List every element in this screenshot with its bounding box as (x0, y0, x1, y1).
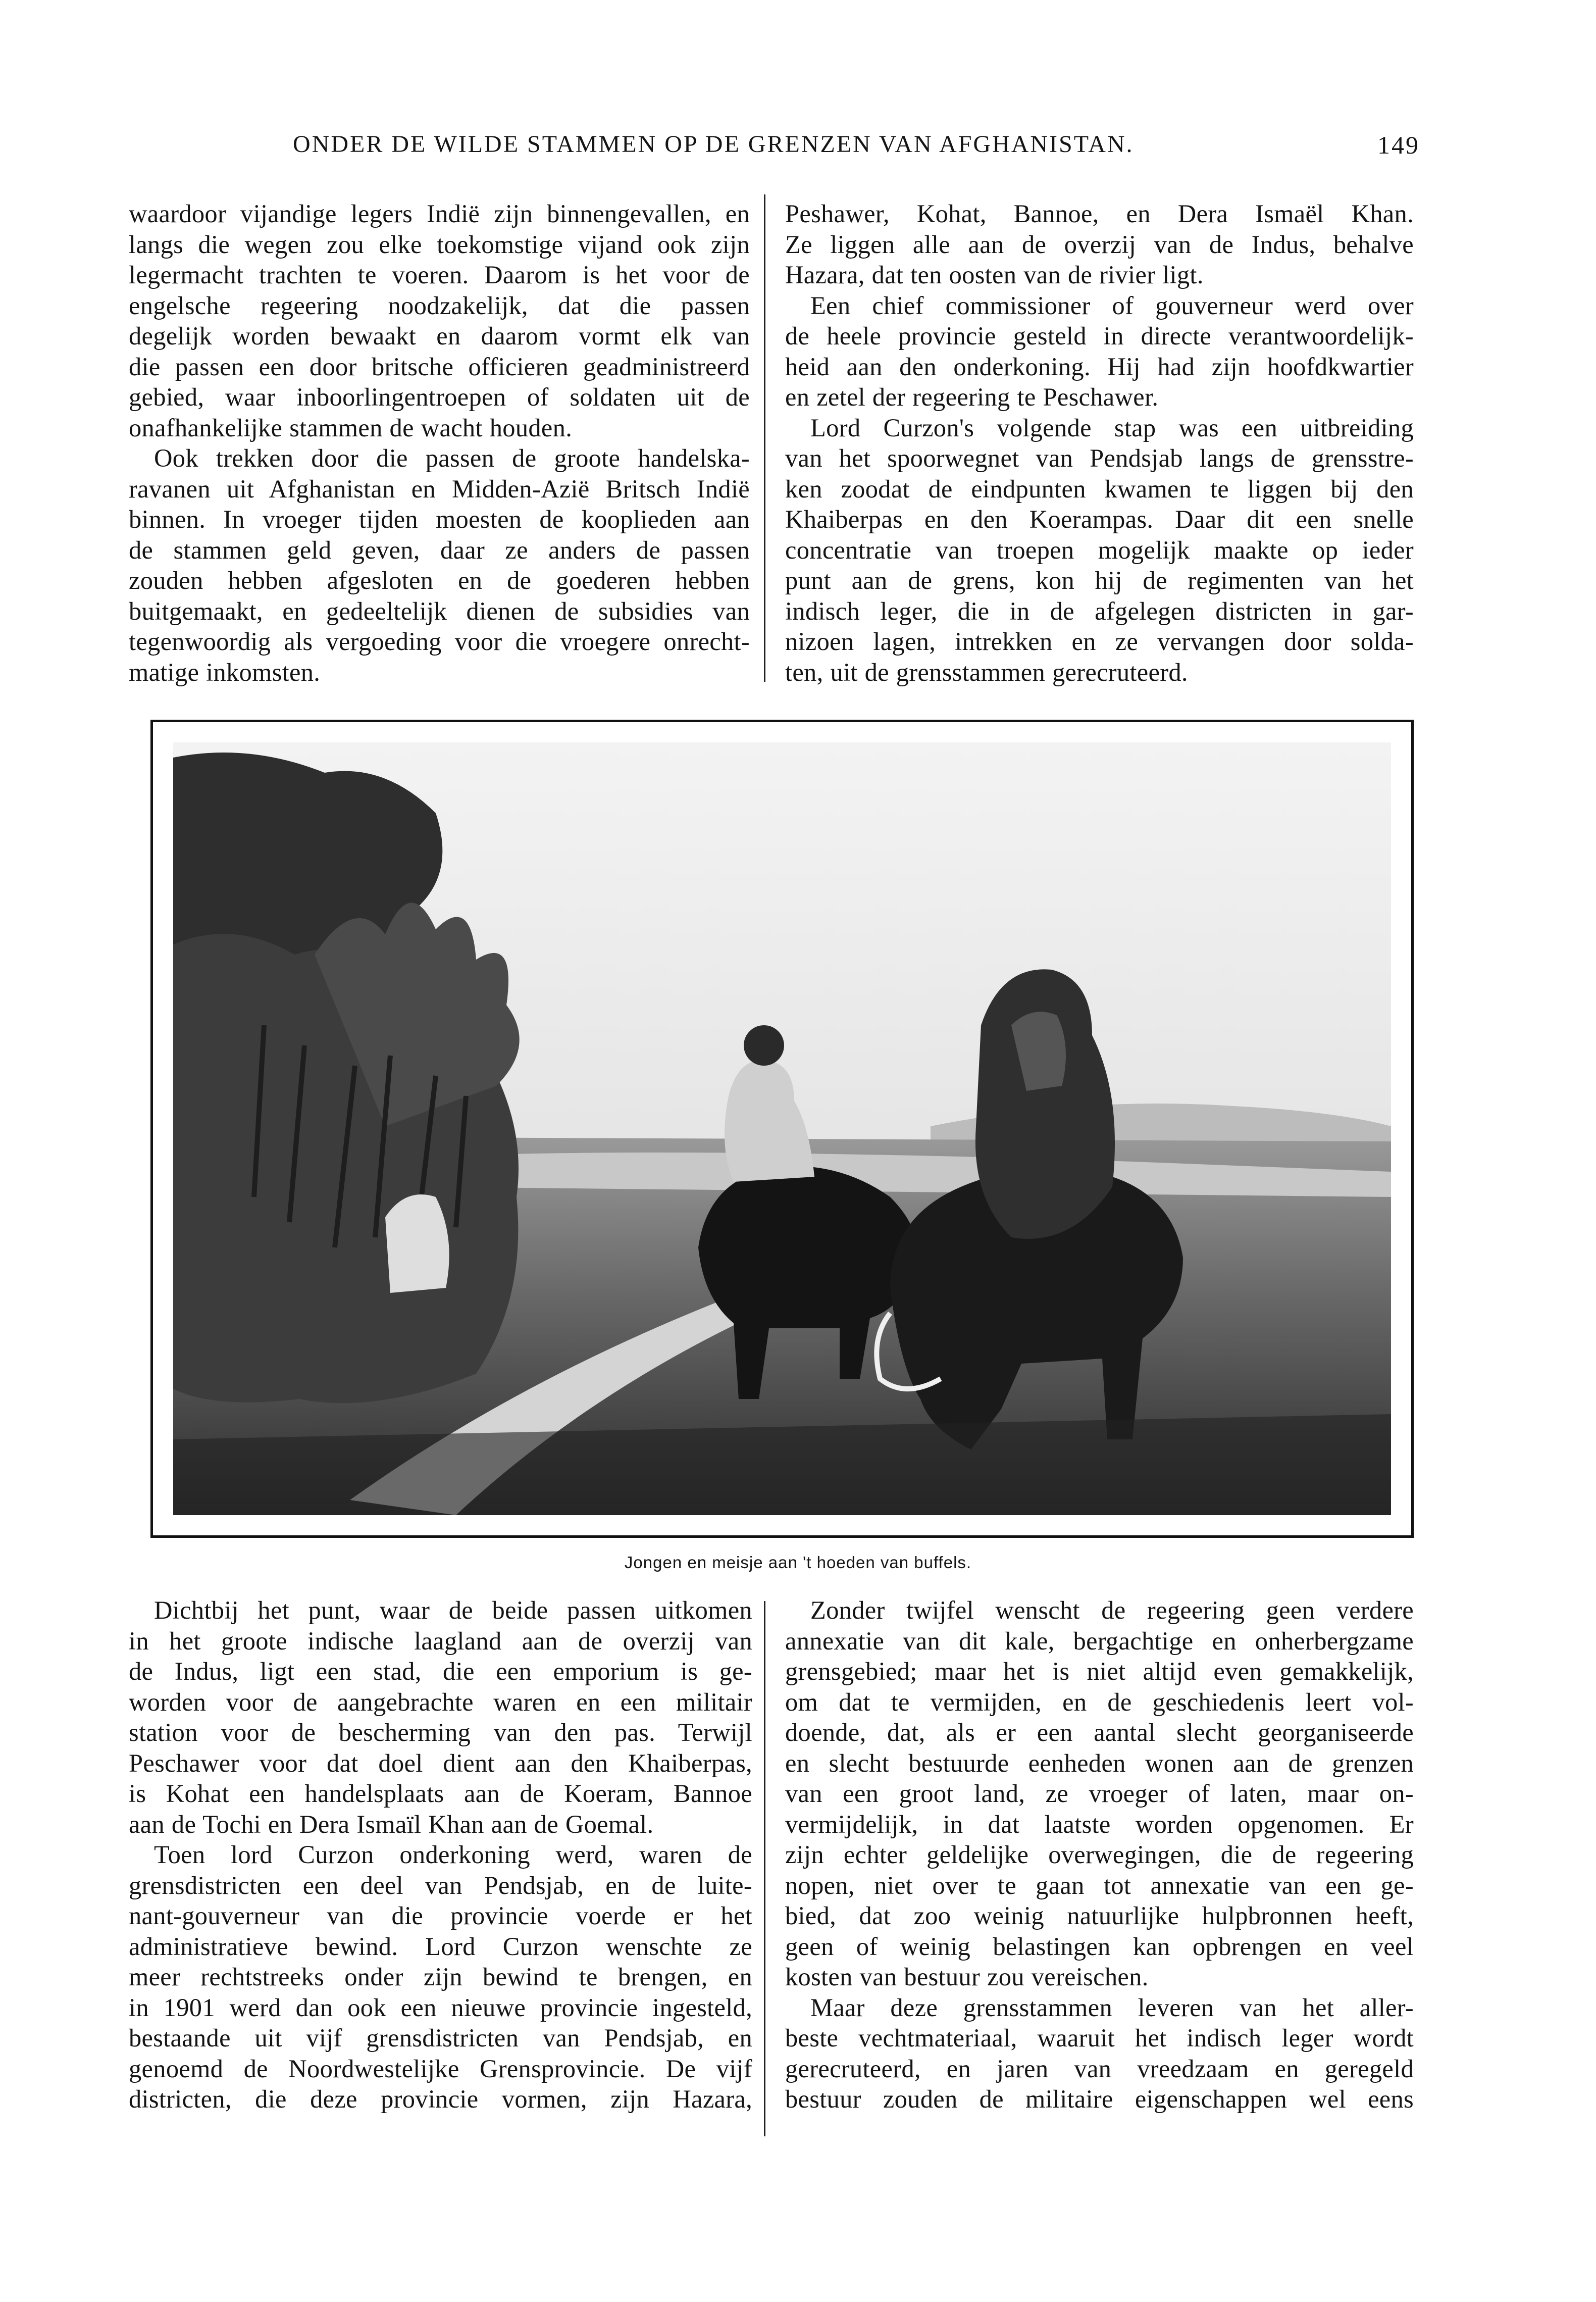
text-line: Een chief commissioner of gouverneur werd over (810, 291, 1414, 320)
column-rule-top (764, 194, 765, 682)
photograph-frame (150, 720, 1414, 1538)
text-line: zijn echter geldelijke overwegingen, die de regeering (785, 1840, 1414, 1869)
text-line: genoemd de Noordwestelijke Grensprovincie. De vijf (129, 2054, 752, 2083)
text-line: de heele provincie gesteld in directe verantwoordelijk- (785, 322, 1414, 350)
text-line: Peshawer, Kohat, Bannoe, en Dera Ismaël Khan. (785, 199, 1414, 228)
text-line: gebied, waar inboorlingentroepen of soldaten uit de (129, 383, 750, 411)
text-line: beste vechtmateriaal, waaruit het indisch leger wordt (785, 2024, 1414, 2052)
text-line: engelsche regeering noodzakelijk, dat die passen (129, 291, 750, 320)
text-line: van het spoorwegnet van Pendsjab langs de grensstre- (785, 444, 1414, 472)
text-line: heid aan den onderkoning. Hij had zijn hoofdkwartier (785, 352, 1414, 381)
text-line: Maar deze grensstammen leveren van het aller- (810, 1993, 1414, 2022)
text-line: en zetel der regeering te Peschawer. (785, 383, 1159, 411)
running-title: ONDER DE WILDE STAMMEN OP DE GRENZEN VAN AFGHANISTAN. (293, 131, 1134, 158)
text-line: grensgebied; maar het is niet altijd even gemakkelijk, (785, 1657, 1414, 1685)
text-line: waardoor vijandige legers Indië zijn binnengevallen, en (129, 199, 750, 228)
text-line: van een groot land, ze vroeger of laten, maar on- (785, 1779, 1414, 1808)
text-line: nizoen lagen, intrekken en ze vervangen door solda- (785, 627, 1414, 656)
column-top-right (785, 198, 1414, 687)
text-line: Hazara, dat ten oosten van de rivier ligt. (785, 261, 1204, 289)
text-line: Dichtbij het punt, waar de beide passen uitkomen (154, 1596, 752, 1624)
text-line: aan de Tochi en Dera Ismaïl Khan aan de Goemal. (129, 1810, 654, 1838)
text-line: annexatie van dit kale, bergachtige en onherbergzame (785, 1626, 1414, 1655)
text-line: langs die wegen zou elke toekomstige vijand ook zijn (129, 230, 750, 259)
text-line: en slecht bestuurde eenheden wonen aan de grenzen (785, 1748, 1414, 1777)
text-line: de Indus, ligt een stad, die een emporium is ge- (129, 1657, 752, 1685)
page-number: 149 (1377, 131, 1420, 159)
column-bottom-left (129, 1595, 752, 2115)
text-line: worden voor de aangebrachte waren en een militair (129, 1687, 752, 1716)
text-line: ken zoodat de eindpunten kwamen te liggen bij den (785, 474, 1414, 503)
text-line: nant-gouverneur van die provincie voerde er het (129, 1901, 752, 1930)
text-line: punt aan de grens, kon hij de regimenten van het (785, 566, 1414, 594)
text-line: bestuur zouden de militaire eigenschappen wel eens (785, 2085, 1414, 2113)
text-line: Khaiberpas en den Koerampas. Daar dit een snelle (785, 505, 1414, 533)
text-line: administratieve bewind. Lord Curzon wenschte ze (129, 1932, 752, 1961)
text-line: degelijk worden bewaakt en daarom vormt elk van (129, 322, 750, 350)
text-line: kosten van bestuur zou vereischen. (785, 1963, 1149, 1991)
figure-caption: Jongen en meisje aan 't hoeden van buffels. (624, 1553, 972, 1572)
text-line: om dat te vermijden, en de geschiedenis leert vol- (785, 1687, 1414, 1716)
column-bottom-right (785, 1595, 1414, 2115)
text-line: binnen. In vroeger tijden moesten de kooplieden aan (129, 505, 750, 533)
text-line: Peschawer voor dat doel dient aan den Khaiberpas, (129, 1748, 752, 1777)
text-line: doende, dat, als er een aantal slecht georganiseerde (785, 1718, 1414, 1746)
text-line: districten, die deze provincie vormen, zijn Hazara, (129, 2085, 752, 2113)
text-line: geen of weinig belastingen kan opbrengen en veel (785, 1932, 1414, 1961)
column-top-left (129, 198, 750, 687)
text-line: nopen, niet over te gaan tot annexatie van een ge- (785, 1871, 1414, 1899)
text-line: matige inkomsten. (129, 658, 321, 686)
text-line: buitgemaakt, en gedeeltelijk dienen de subsidies van (129, 596, 750, 625)
text-line: station voor de bescherming van den pas. Terwijl (129, 1718, 752, 1746)
text-line: indisch leger, die in de afgelegen districten in gar- (785, 596, 1414, 625)
text-line: Ze liggen alle aan de overzij van de Indus, behalve (785, 230, 1414, 259)
text-line: vermijdelijk, in dat laatste worden opgenomen. Er (785, 1810, 1414, 1838)
text-line: is Kohat een handelsplaats aan de Koeram, Bannoe (129, 1779, 752, 1808)
text-line: legermacht trachten te voeren. Daarom is het voor de (129, 261, 750, 289)
text-line: in het groote indische laagland aan de overzij van (129, 1626, 752, 1655)
running-header (126, 130, 1420, 166)
text-line: gerecruteerd, en jaren van vreedzaam en geregeld (785, 2054, 1414, 2083)
text-line: tegenwoordig als vergoeding voor die vroegere onrecht- (129, 627, 750, 656)
text-line: ravanen uit Afghanistan en Midden-Azië Britsch Indië (129, 474, 750, 503)
text-line: zouden hebben afgesloten en de goederen hebben (129, 566, 750, 594)
text-line: Zonder twijfel wenscht de regeering geen verdere (810, 1596, 1414, 1624)
text-line: meer rechtstreeks onder zijn bewind te brengen, en (129, 1963, 752, 1991)
text-line: concentratie van troepen mogelijk maakte op ieder (785, 535, 1414, 564)
text-line: ten, uit de grensstammen gerecruteerd. (785, 658, 1188, 686)
text-line: in 1901 werd dan ook een nieuwe provincie ingesteld, (129, 1993, 752, 2022)
text-line: die passen een door britsche officieren geadministreerd (129, 352, 750, 381)
photograph-boy-girl-buffaloes (173, 742, 1391, 1515)
text-line: grensdistricten een deel van Pendsjab, en de luite- (129, 1871, 752, 1899)
text-line: onafhankelijke stammen de wacht houden. (129, 413, 573, 442)
text-line: Toen lord Curzon onderkoning werd, waren de (154, 1840, 752, 1869)
text-line: bied, dat zoo weinig natuurlijke hulpbronnen heeft, (785, 1901, 1414, 1930)
text-line: Ook trekken door die passen de groote handelska- (154, 444, 750, 472)
text-line: bestaande uit vijf grensdistricten van Pendsjab, en (129, 2024, 752, 2052)
text-line: de stammen geld geven, daar ze anders de passen (129, 535, 750, 564)
text-line: Lord Curzon's volgende stap was een uitbreiding (810, 413, 1414, 442)
column-rule-bottom (764, 1601, 765, 2136)
